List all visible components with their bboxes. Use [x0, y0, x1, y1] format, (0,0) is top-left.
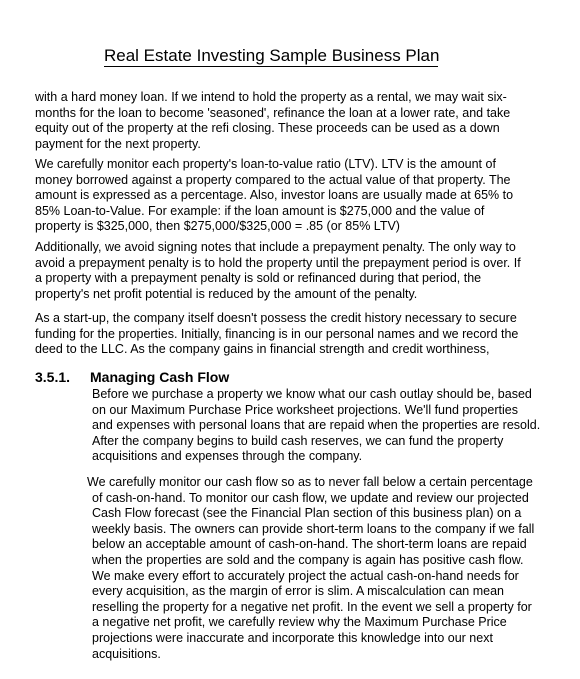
- text-line: months for the loan to become 'seasoned', refinance the loan at a lower rate, and take: [35, 105, 511, 120]
- text-line: As a start-up, the company itself doesn't possess the credit history necessary to secure: [35, 311, 517, 325]
- text-line: Cash Flow forecast (see the Financial Plan section of this business plan) on a: [92, 506, 522, 521]
- text-line: of cash-on-hand. To monitor our cash flow, we update and review our projected: [92, 490, 529, 505]
- text-line: funding for the properties. Initially, financing is in our personal names and we record the: [35, 326, 519, 341]
- paragraph-startup: [35, 311, 575, 358]
- text-line: amount is expressed as a percentage. Also, investor loans are usually made at 65% to: [35, 188, 514, 203]
- text-line: Additionally, we avoid signing notes that include a prepayment penalty. The only way to: [35, 240, 516, 254]
- section-heading: [35, 369, 229, 386]
- cash-flow-block-2: [87, 475, 534, 662]
- text-line: 85% Loan-to-Value. For example: if the loan amount is $275,000 and the value of: [35, 203, 485, 218]
- text-line: acquisitions and expenses through the company.: [92, 449, 363, 464]
- text-line: on our Maximum Purchase Price worksheet projections. We'll fund properties: [92, 402, 518, 417]
- text-line: payment for the next property.: [35, 136, 201, 151]
- text-line: equity out of the property at the refi closing. These proceeds can be used as a down: [35, 121, 500, 136]
- section-number: 3.5.1.: [35, 369, 71, 385]
- document-title: Real Estate Investing Sample Business Plan: [104, 46, 440, 65]
- text-line: reselling the property for a negative net profit. In the event we sell a property for: [92, 599, 532, 614]
- text-line: property is $325,000, then $275,000/$325,000 = .85 (or 85% LTV): [35, 219, 400, 234]
- text-line: projections were inaccurate and incorporate this knowledge into our next: [92, 630, 493, 645]
- cash-flow-block-1: [92, 387, 540, 465]
- text-line: money borrowed against a property compared to the actual value of that property. The: [35, 172, 511, 187]
- text-line: Before we purchase a property we know what our cash outlay should be, based: [92, 387, 532, 401]
- text-line: and expenses with personal loans that are repaid when the properties are resold.: [92, 418, 541, 433]
- text-line: avoid a prepayment penalty is to hold the property until the prepayment period is over. If: [35, 255, 521, 270]
- text-line: weekly basis. The owners can provide short-term loans to the company if we fall: [92, 521, 535, 536]
- text-line: deed to the LLC. As the company gains in financial strength and credit worthiness,: [35, 342, 490, 357]
- title-underline: [104, 66, 438, 67]
- text-line: property's net profit potential is reduced by the amount of the penalty.: [35, 286, 418, 301]
- text-line: with a hard money loan. If we intend to hold the property as a rental, we may wait six-: [35, 90, 507, 104]
- text-line: a negative net profit, we carefully review why the Maximum Purchase Price: [92, 615, 507, 630]
- text-line: We carefully monitor our cash flow so as to never fall below a certain percentage: [87, 475, 533, 489]
- text-line: We carefully monitor each property's loan-to-value ratio (LTV). LTV is the amount of: [35, 157, 496, 171]
- text-line: acquisitions.: [92, 646, 161, 661]
- text-line: We make every effort to accurately project the actual cash-on-hand needs for: [92, 568, 519, 583]
- text-line: below an acceptable amount of cash-on-hand. The short-term loans are repaid: [92, 537, 527, 552]
- text-line: a property with a prepayment penalty is sold or refinanced during that period, the: [35, 271, 482, 286]
- paragraph-ltv: [35, 157, 575, 235]
- text-line: when the properties are sold and the company is again has positive cash flow.: [92, 552, 524, 567]
- text-line: After the company begins to build cash reserves, we can fund the property: [92, 433, 504, 448]
- text-line: every acquisition, as the margin of error is slim. A miscalculation can mean: [92, 584, 504, 599]
- paragraph-prepayment: [35, 240, 575, 302]
- section-title: Managing Cash Flow: [90, 369, 230, 385]
- paragraph-refinance: [35, 90, 575, 152]
